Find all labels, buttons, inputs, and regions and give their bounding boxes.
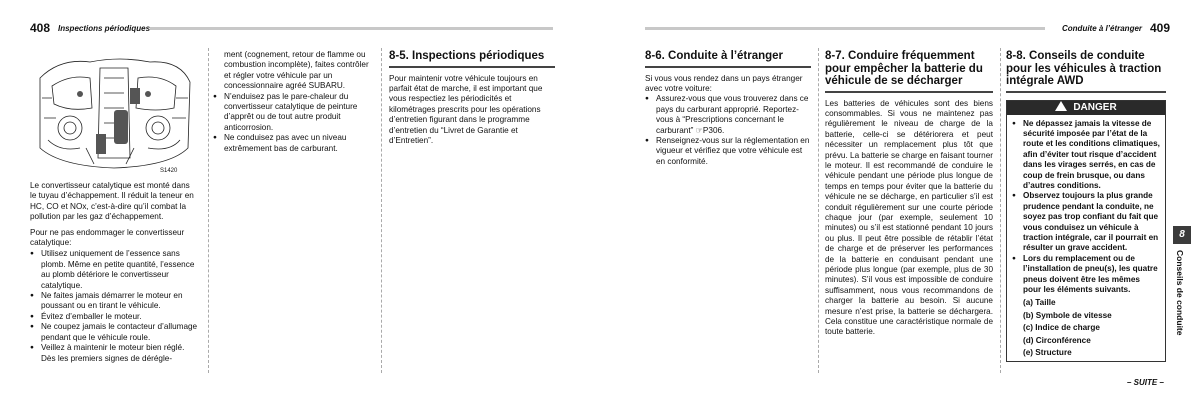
list-item: ● Observez toujours la plus grande prudence pendant la conduite, ne soyez pas trop confiant du fait que vous conduisez un véhicule à traction intégrale, car il pourrait en résulter un grave accident. — [1012, 191, 1160, 253]
list-item: (d) Circonférence — [1023, 335, 1091, 345]
section-title: 8-5. Inspections périodiques — [389, 50, 545, 62]
right-col1 — [645, 50, 811, 167]
paragraph: Pour ne pas endommager le convertisseur catalytique: — [30, 227, 185, 248]
left-header-rule — [150, 27, 553, 30]
list-item: ● Utilisez uniquement de l’essence sans plomb. Même en petite quantité, l’essence au plomb détériore le convertisseur catalytique. — [30, 249, 198, 291]
section-title: 8-8. Conseils de conduite pour les véhicules à traction intégrale AWD — [1006, 50, 1162, 87]
section-title: 8-6. Conduite à l’étranger — [645, 50, 784, 62]
right-col3 — [1006, 50, 1166, 362]
left-col3 — [389, 50, 555, 146]
list-item: ● Ne coupez jamais le contacteur d’allumage pendant que le véhicule roule. — [30, 322, 198, 343]
bullet-list — [213, 92, 376, 154]
section-rule — [645, 66, 811, 68]
paragraph: Le convertisseur catalytique est monté dans le tuyau d’échappement. Il réduit la teneur en HC, CO et NOx, c’est-à-dire qu’il combat la pollution par les gaz d’échappement. — [30, 181, 194, 222]
left-header-title: Inspections périodiques — [58, 24, 151, 33]
list-item: ● Lors du remplacement ou de l’installation de pneu(s), les quatre pneus doivent être les mêmes pour les éléments suivants. — [1012, 254, 1160, 296]
paragraph: Pour maintenir votre véhicule toujours en parfait état de marche, il est important que vous respectiez les périodicités et kilométrages prescrits pour les opérations d’entretien figurant dans le programme d’entretien du “Livret de Garantie et d’Entretien”. — [389, 73, 543, 145]
left-page-number: 408 — [30, 21, 51, 35]
chapter-tab: 8 — [1173, 226, 1191, 244]
danger-content — [1007, 115, 1165, 362]
list-item: ● Ne faites jamais démarrer le moteur en poussant ou en tirant le véhicule. — [30, 291, 198, 312]
section-rule — [389, 66, 555, 68]
image-code: S1420 — [160, 168, 178, 174]
bullet-list — [1012, 119, 1160, 296]
danger-item-list — [1012, 298, 1160, 358]
list-item: ● N’enduisez pas le pare-chaleur du convertisseur catalytique de peinture d’apprêt ou de tout autre produit anticorrosion. — [213, 92, 376, 134]
right-page-number: 409 — [1150, 21, 1171, 35]
bullet-list — [645, 94, 811, 167]
column-divider — [1000, 48, 1002, 373]
danger-box — [1006, 100, 1166, 363]
section-title: 8-7. Conduire fréquemment pour empêcher la batterie du véhicule de se décharger — [825, 50, 983, 87]
paragraph: Les batteries de véhicules sont des biens consommables. Si vous ne maintenez pas régulièrement le niveau de charge de la batterie, celle-ci se détériorera et peut nécessiter un remplacement plus tôt que prévu. La batterie se charge en faisant tourner le moteur. Il est recommandé de conduire le véhicule pendant une période plus longue de temps en temps pour éviter que la batterie du véhicule ne se décharge, en particulier s’il est conduit régulièrement sur une courte période chaque jour (par exemple, seulement 10 minutes) ou s’il est stationné pendant 10 jours ou plus. Il peut être possible de rétablir l’état de charge et de préserver les performances de la batterie en conduisant pendant une période plus longue (par exemple, plus de 30 minutes). S’il vous est impossible de conduire suffisamment, nous vous recommandons de charger la batterie au besoin. Si aucune mesure n’est prise, la batterie se déchargera. Cela constitue une caractéristique normale de toute batterie. — [825, 98, 993, 337]
paragraph: Si vous vous rendez dans un pays étranger avec votre voiture: — [645, 73, 803, 93]
danger-header — [1007, 101, 1165, 115]
bullet-list — [30, 249, 198, 363]
right-header-title: Conduite à l’étranger — [1062, 24, 1143, 33]
paragraph: ment (cognement, retour de flamme ou combustion incomplète), faites contrôler et régler votre véhicule par un concessionnaire agréé SUBARU. — [224, 50, 369, 91]
list-item: ● Renseignez-vous sur la réglementation en vigueur et vérifiez que votre véhicule est en conformité. — [645, 136, 811, 167]
catalytic-converter-illustration — [30, 48, 197, 175]
list-item: (e) Structure — [1023, 348, 1072, 358]
column-divider — [381, 48, 383, 373]
list-item: (a) Taille — [1023, 298, 1056, 308]
section-rule — [1006, 91, 1166, 93]
list-item: ● Ne conduisez pas avec un niveau extrêmement bas de carburant. — [213, 133, 376, 154]
warning-triangle-icon — [1055, 101, 1067, 111]
list-item: ● Ne dépassez jamais la vitesse de sécurité imposée par l’état de la route et les conditions climatiques, afin d’éviter tout risque d’accident dans les virages serrés, en cas de coup de frein brusque, ou dans d’autres conditions. — [1012, 119, 1160, 192]
right-header-rule — [645, 27, 1045, 30]
continued-footer: – SUITE – — [1127, 378, 1164, 387]
list-item: (c) Indice de charge — [1023, 323, 1100, 333]
column-divider — [818, 48, 820, 373]
danger-label: DANGER — [1073, 101, 1117, 113]
left-col1 — [30, 181, 198, 364]
list-item: ● Assurez-vous que vous trouverez dans ce pays du carburant approprié. Reportez-vous à “Prescriptions concernant le carburant” ☞P306. — [645, 94, 811, 136]
left-col2 — [213, 50, 376, 154]
list-item: (b) Symbole de vitesse — [1023, 310, 1112, 320]
section-rule — [825, 91, 993, 93]
side-chapter-label: Conseils de conduite — [1175, 250, 1185, 336]
right-col2 — [825, 50, 993, 338]
column-divider — [208, 48, 210, 373]
list-item: ● Évitez d’emballer le moteur. — [30, 312, 198, 322]
list-item: ● Veillez à maintenir le moteur bien réglé. Dès les premiers signes de dérégle- — [30, 343, 198, 364]
